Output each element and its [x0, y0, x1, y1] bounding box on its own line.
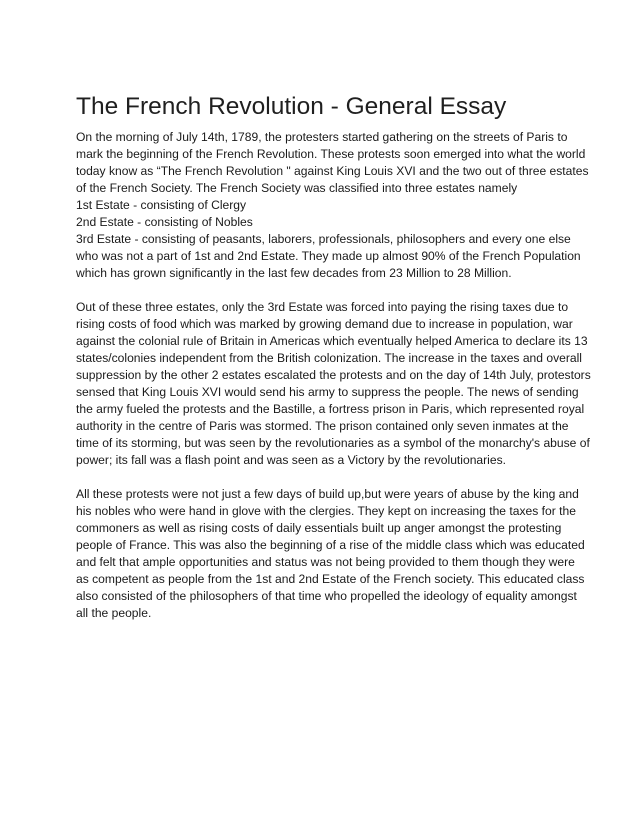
- text-line: time of its storming, but was seen by the revolutionaries as a symbol of the monarchy's abuse of: [76, 436, 590, 450]
- text-line: against the colonial rule of Britain in Americas which eventually helped America to declare its 13: [76, 334, 588, 348]
- document-title: The French Revolution - General Essay: [76, 93, 507, 120]
- document-body: [76, 92, 591, 622]
- text-line: commoners as well as rising costs of daily essentials built up anger amongst the protesting: [76, 521, 562, 535]
- text-line: 2nd Estate - consisting of Nobles: [76, 215, 253, 229]
- text-line: all the people.: [76, 606, 152, 620]
- text-line: as competent as people from the 1st and 2nd Estate of the French society. This educated class: [76, 572, 585, 586]
- text-line: who was not a part of 1st and 2nd Estate. They made up almost 90% of the French Population: [76, 249, 581, 263]
- text-line: the army fueled the protests and the Bastille, a fortress prison in Paris, which represented royal: [76, 402, 585, 416]
- paragraph-spacer: [76, 282, 572, 299]
- text-line: All these protests were not just a few days of build up,but were years of abuse by the king and: [76, 487, 579, 501]
- paragraph-2: [76, 299, 591, 469]
- text-line: states/colonies independent from the British colonization. The increase in the taxes and overall: [76, 351, 582, 365]
- paragraph-spacer: [76, 469, 572, 486]
- text-line: sensed that King Louis XVI would send his army to suppress the people. The news of sending: [76, 385, 579, 399]
- text-line: 3rd Estate - consisting of peasants, laborers, professionals, philosophers and every one else: [76, 232, 571, 246]
- text-line: today know as “The French Revolution " against King Louis XVI and the two out of three estates: [76, 164, 589, 178]
- text-line: people of France. This was also the beginning of a rise of the middle class which was educated: [76, 538, 585, 552]
- text-line: 1st Estate - consisting of Clergy: [76, 198, 247, 212]
- text-line: also consisted of the philosophers of that time who propelled the ideology of equality amongst: [76, 589, 577, 603]
- text-line: and felt that ample opportunities and status was not being provided to them though they were: [76, 555, 575, 569]
- text-line: rising costs of food which was marked by growing demand due to increase in population, war: [76, 317, 573, 331]
- paragraph-1: [76, 129, 589, 282]
- text-line: of the French Society. The French Society was classified into three estates namely: [76, 181, 518, 195]
- text-line: suppression by the other 2 estates escalated the protests and on the day of 14th July, protestors: [76, 368, 591, 382]
- text-line: On the morning of July 14th, 1789, the protesters started gathering on the streets of Paris to: [76, 130, 568, 144]
- text-line: authority in the centre of Paris was stormed. The prison contained only seven inmates at the: [76, 419, 569, 433]
- paragraph-3: [76, 486, 585, 622]
- text-line: Out of these three estates, only the 3rd Estate was forced into paying the rising taxes due to: [76, 300, 569, 314]
- text-line: power; its fall was a flash point and was seen as a Victory by the revolutionaries.: [76, 453, 507, 467]
- text-line: which has grown significantly in the last few decades from 23 Million to 28 Million.: [76, 266, 512, 280]
- text-line: mark the beginning of the French Revolution. These protests soon emerged into what the world: [76, 147, 586, 161]
- text-line: his nobles who were hand in glove with the clergies. They kept on increasing the taxes for the: [76, 504, 576, 518]
